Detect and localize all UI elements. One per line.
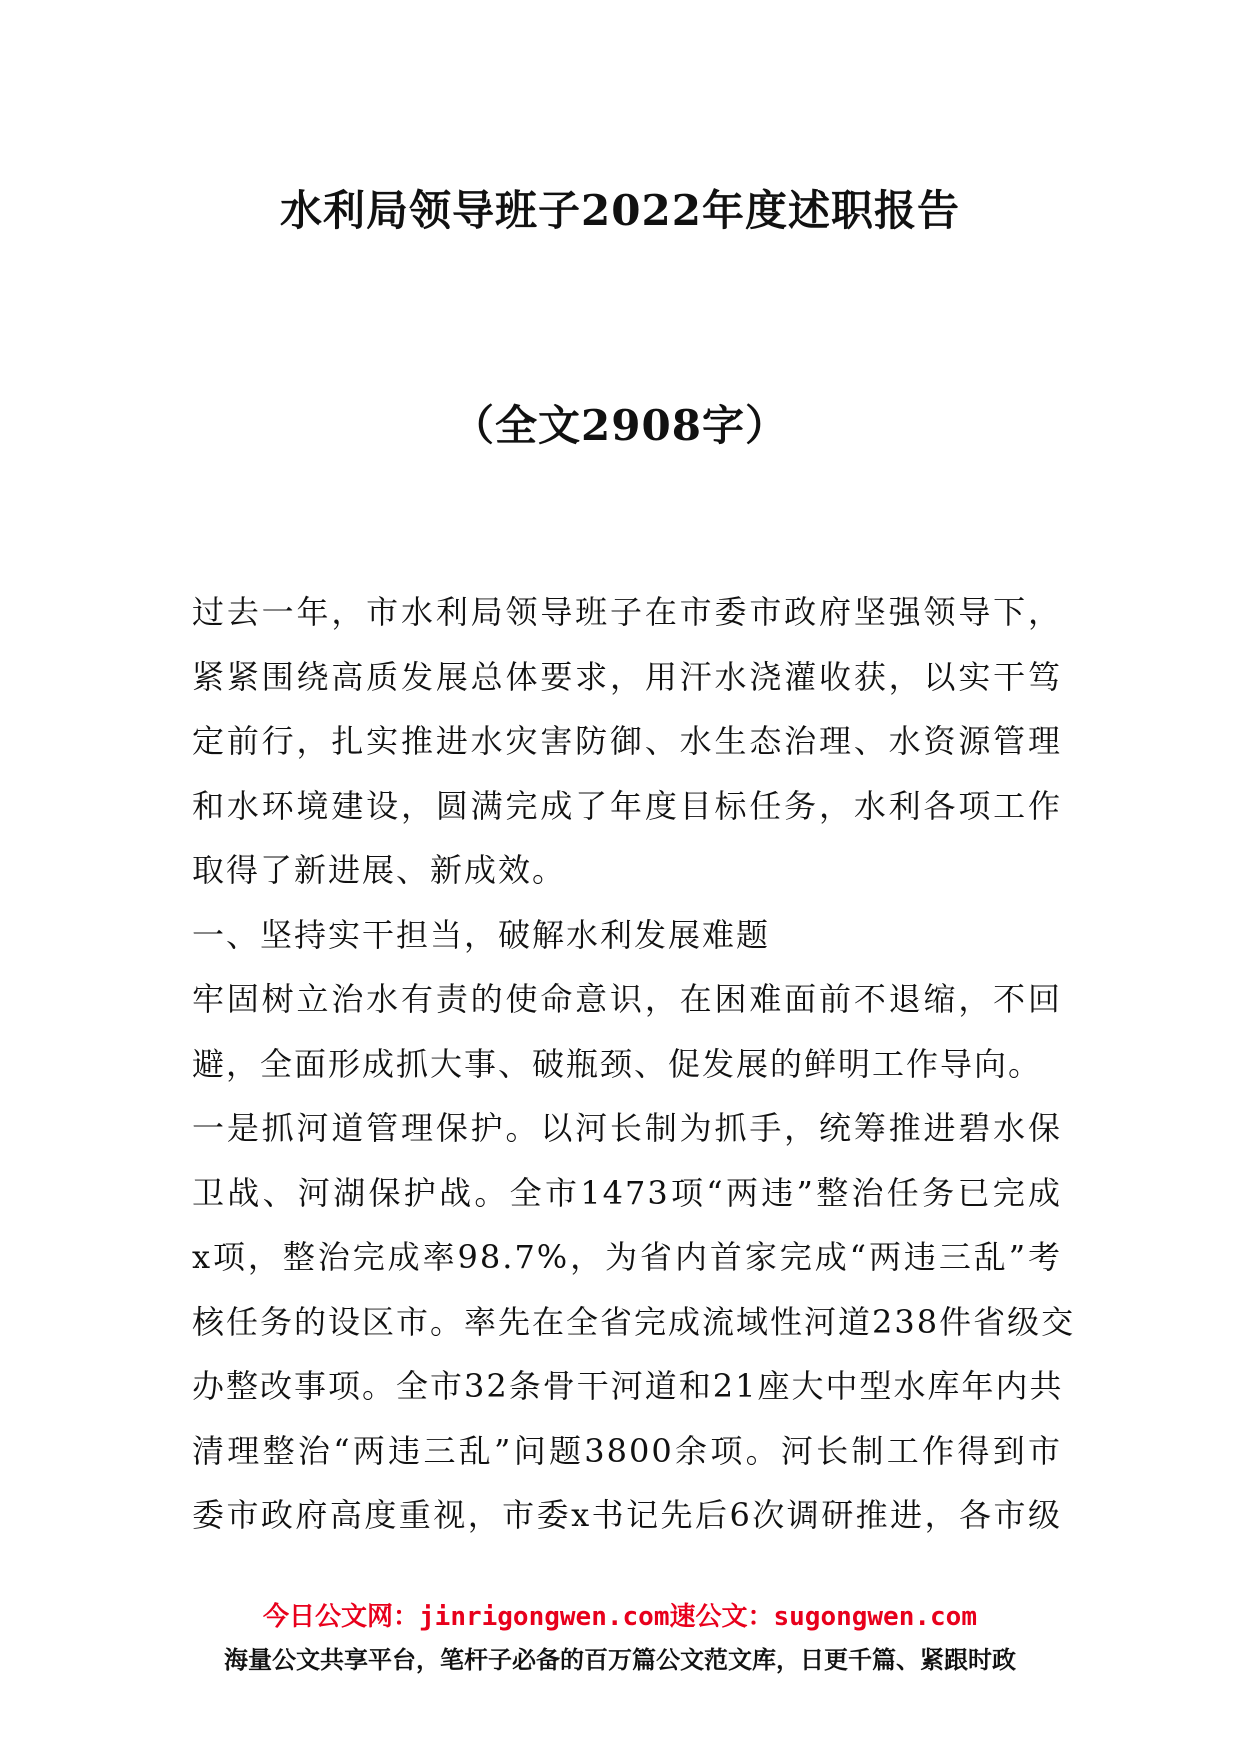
body-line: 一、坚持实干担当，破解水利发展难题	[192, 915, 771, 954]
footer-site1-link[interactable]: jinrigongwen.com	[419, 1602, 670, 1632]
body-line: 定前行，扎实推进水灾害防御、水生态治理、水资源管理	[192, 722, 1062, 760]
body-line: 紧紧围绕高质发展总体要求，用汗水浇灌收获，以实干笃	[192, 657, 1062, 696]
body-line: 委市政府高度重视，市委x书记先后6次调研推进，各市级	[192, 1496, 1062, 1534]
body-line: 卫战、河湖保护战。全市1473项“两违”整治任务已完成	[192, 1173, 1062, 1212]
body-line: 取得了新进展、新成效。	[192, 851, 567, 889]
body-line: 清理整治“两违三乱”问题3800余项。河长制工作得到市	[192, 1431, 1062, 1470]
footer-site2-name: 速公文：	[669, 1602, 774, 1632]
body-line: 办整改事项。全市32条骨干河道和21座大中型水库年内共	[192, 1367, 1064, 1405]
body-line: 和水环境建设，圆满完成了年度目标任务，水利各项工作	[192, 786, 1062, 825]
document-title: 水利局领导班子2022年度述职报告	[280, 186, 960, 235]
document-subtitle: （全文2908字）	[452, 401, 788, 450]
body-line: x项，整治完成率98.7%，为省内首家完成“两违三乱”考	[192, 1238, 1062, 1276]
body-line: 核任务的设区市。率先在全省完成流域性河道238件省级交	[192, 1302, 1076, 1341]
body-line: 牢固树立治水有责的使命意识，在困难面前不退缩，不回	[192, 980, 1062, 1018]
footer-sites	[0, 1596, 1240, 1633]
footer-site1-name: 今日公文网：	[263, 1602, 420, 1632]
footer-site2-link[interactable]: sugongwen.com	[773, 1602, 977, 1632]
body-line: 避，全面形成抓大事、破瓶颈、促发展的鲜明工作导向。	[192, 1044, 1043, 1083]
body-line: 一是抓河道管理保护。以河长制为抓手，统筹推进碧水保	[192, 1109, 1062, 1147]
footer-slogan: 海量公文共享平台，笔杆子必备的百万篇公文范文库，日更千篇、紧跟时政	[224, 1646, 1016, 1674]
body-line: 过去一年，市水利局领导班子在市委市政府坚强领导下，	[192, 593, 1062, 631]
document-body	[192, 580, 1076, 1548]
